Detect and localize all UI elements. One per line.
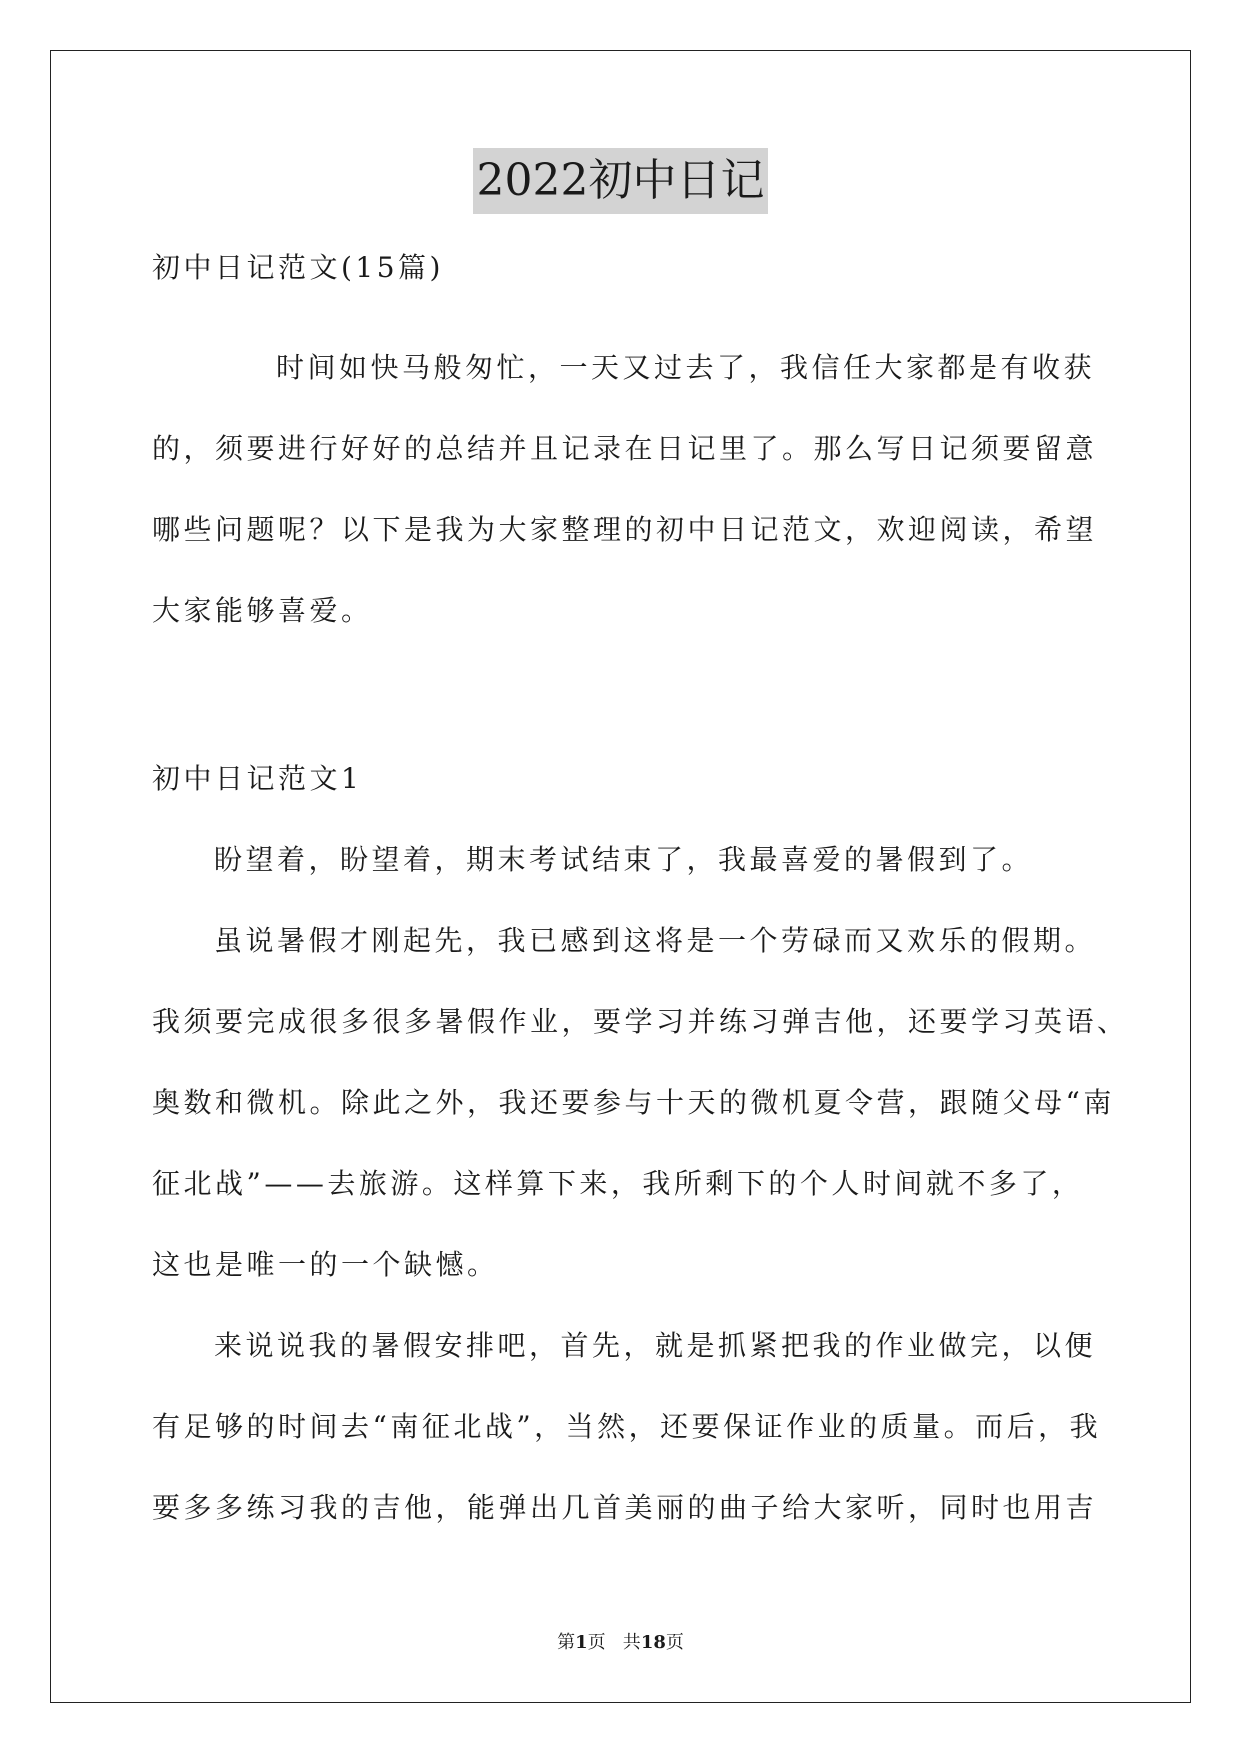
intro-line: 的，须要进行好好的总结并且记录在日记里了。那么写日记须要留意 bbox=[152, 432, 1098, 465]
body-line: 有足够的时间去“南征北战”，当然，还要保证作业的质量。而后，我 bbox=[152, 1410, 1102, 1443]
document-subtitle: 初中日记范文(15篇) bbox=[152, 251, 444, 284]
body-line: 盼望着，盼望着，期末考试结束了，我最喜爱的暑假到了。 bbox=[214, 843, 1034, 876]
body-line: 这也是唯一的一个缺憾。 bbox=[152, 1248, 499, 1281]
intro-line: 哪些问题呢？以下是我为大家整理的初中日记范文，欢迎阅读，希望 bbox=[152, 513, 1098, 546]
page-prefix: 第 bbox=[557, 1632, 576, 1653]
body-line: 来说说我的暑假安排吧，首先，就是抓紧把我的作业做完，以便 bbox=[214, 1329, 1097, 1362]
total-page-count: 18 bbox=[640, 1632, 666, 1653]
intro-line: 大家能够喜爱。 bbox=[152, 594, 373, 627]
body-line: 奥数和微机。除此之外，我还要参与十天的微机夏令营，跟随父母“南 bbox=[152, 1086, 1115, 1119]
intro-line: 时间如快马般匆忙，一天又过去了，我信任大家都是有收获 bbox=[276, 351, 1096, 384]
body-line: 我须要完成很多很多暑假作业，要学习并练习弹吉他，还要学习英语、 bbox=[152, 1005, 1129, 1038]
body-line: 虽说暑假才刚起先，我已感到这将是一个劳碌而又欢乐的假期。 bbox=[214, 924, 1097, 957]
page-footer bbox=[0, 1628, 1241, 1654]
body-line: 征北战”——去旅游。这样算下来，我所剩下的个人时间就不多了， bbox=[152, 1167, 1084, 1200]
document-title: 2022初中日记 bbox=[473, 148, 769, 214]
page-mid: 页 共 bbox=[587, 1632, 641, 1653]
title-container bbox=[0, 148, 1241, 214]
body-line: 要多多练习我的吉他，能弹出几首美丽的曲子给大家听，同时也用吉 bbox=[152, 1491, 1098, 1524]
page-suffix: 页 bbox=[665, 1632, 684, 1653]
current-page-number: 1 bbox=[575, 1632, 588, 1653]
section-heading: 初中日记范文1 bbox=[152, 762, 363, 795]
